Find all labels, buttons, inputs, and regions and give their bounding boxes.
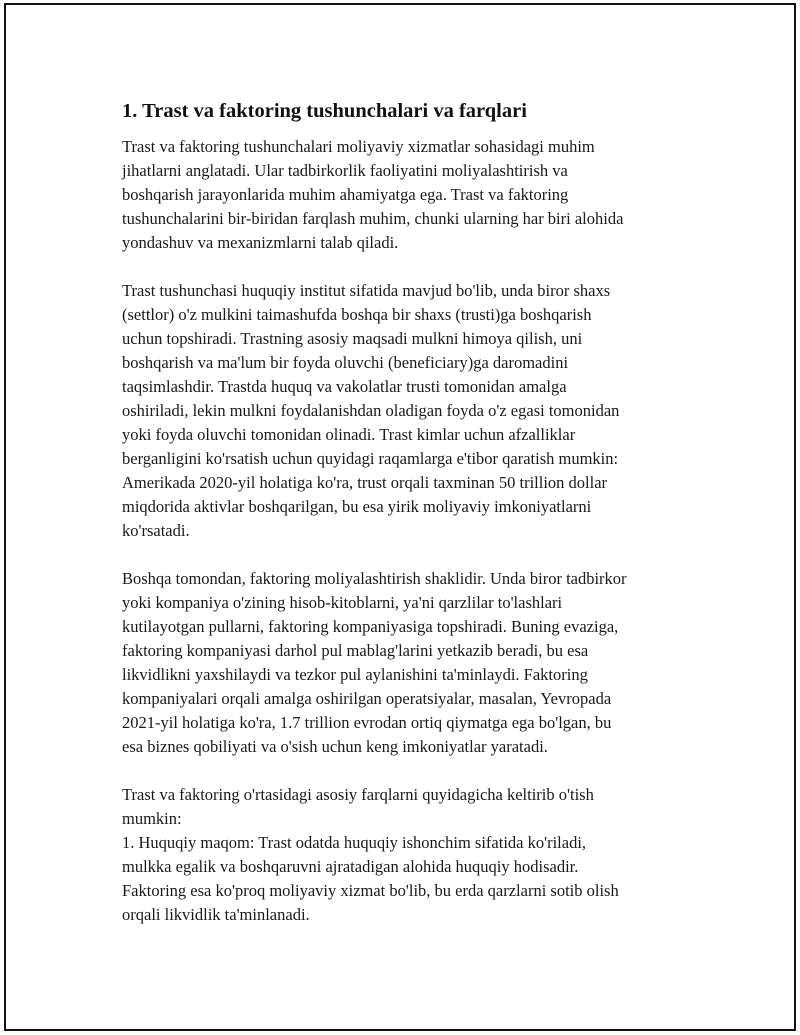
document-body [122, 97, 682, 927]
factoring-paragraph: Boshqa tomondan, faktoring moliyalashtirish shaklidir. Unda biror tadbirkor yoki kompaniya o'zining hisob-kitoblarni, ya'ni qarzlilar to'lashlari kutilayotgan pullarni, faktoring kompaniyasiga topshiradi. Buning evaziga, faktoring kompaniyasi darhol pul mablag'larini yetkazib beradi, bu esa likvidlikni yaxshilaydi va tezkor pul aylanishini ta'minlaydi. Faktoring kompaniyalari orqali amalga oshirilgan operatsiyalar, masalan, Yevropada 2021-yil holatiga ko'ra, 1.7 trillion evrodan ortiq qiymatga ega bo'lgan, bu esa biznes qobiliyati va o'sish uchun keng imkoniyatlar yaratadi. [122, 569, 627, 756]
trust-paragraph: Trast tushunchasi huquqiy institut sifatida mavjud bo'lib, unda biror shaxs (settlor) o'z mulkini taimashufda boshqa bir shaxs (trusti)ga boshqarish uchun topshiradi. Trastning asosiy maqsadi mulkni himoya qilish, uni boshqarish va ma'lum bir foyda oluvchi (beneficiary)ga daromadini taqsimlashdir. Trastda huquq va vakolatlar trusti tomonidan amalga oshiriladi, lekin mulkni foydalanishdan oladigan foyda o'z egasi tomonidan yoki foyda oluvchi tomonidan olinadi. Trast kimlar uchun afzalliklar berganligini ko'rsatish uchun quyidagi raqamlarga e'tibor qaratish mumkin: Amerikada 2020-yil holatiga ko'ra, trust orqali taxminan 50 trillion dollar miqdorida aktivlar boshqarilgan, bu esa yirik moliyaviy imkoniyatlarni ko'rsatadi. [122, 281, 620, 540]
difference-item-legal-status: 1. Huquqiy maqom: Trast odatda huquqiy ishonchim sifatida ko'riladi, mulkka egalik va boshqaruvni ajratadigan alohida huquqiy hodisadir. Faktoring esa ko'proq moliyaviy xizmat bo'lib, bu erda qarzlarni sotib olish orqali likvidlik ta'minlanadi. [122, 833, 619, 924]
differences-intro: Trast va faktoring o'rtasidagi asosiy farqlarni quyidagicha keltirib o'tish mumkin: [122, 785, 594, 828]
section-heading: 1. Trast va faktoring tushunchalari va farqlari [122, 100, 527, 122]
intro-paragraph: Trast va faktoring tushunchalari moliyaviy xizmatlar sohasidagi muhim jihatlarni anglatadi. Ular tadbirkorlik faoliyatini moliyalashtirish va boshqarish jarayonlarida muhim ahamiyatga ega. Trast va faktoring tushunchalarini bir-biridan farqlash muhim, chunki ularning har biri alohida yondashuv va mexanizmlarni talab qiladi. [122, 137, 624, 252]
page-frame [4, 3, 796, 1031]
